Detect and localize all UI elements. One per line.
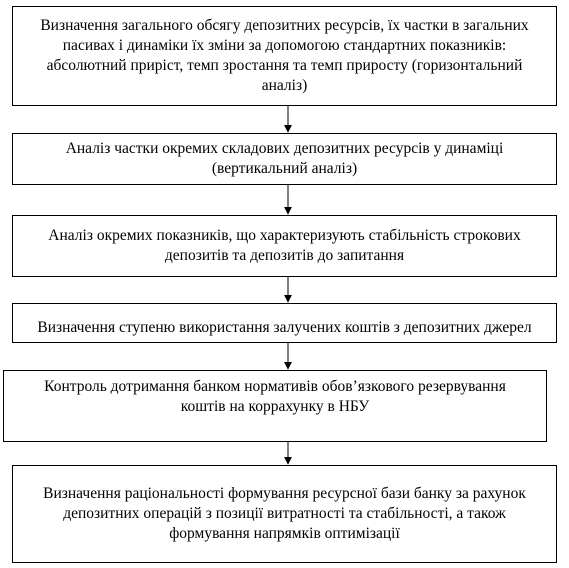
step-4-text: Визначення ступеню використання залучених коштів з депозитних джерел xyxy=(37,319,532,336)
step-3-text: Аналіз окремих показників, що характеризують стабільність строкових депозитів та депозитів до запитання xyxy=(48,227,521,264)
step-5-text: Контроль дотримання банком нормативів обов’язкового резервування коштів на коррахунку в НБУ xyxy=(44,378,506,415)
step-6-box xyxy=(12,465,557,563)
step-2-text: Аналіз частки окремих складових депозитних ресурсів у динаміці (вертикальний аналіз) xyxy=(65,140,504,177)
step-4-box xyxy=(12,303,557,343)
step-2-box xyxy=(12,133,557,185)
step-6-text: Визначення раціональності формування ресурсної бази банку за рахунок депозитних операцій з позиції витратності та стабільності, а також формування напрямків оптимізації xyxy=(43,485,526,542)
step-3-box xyxy=(12,215,557,277)
step-1-text: Визначення загального обсягу депозитних ресурсів, їх частки в загальних пасивах і динаміки їх зміни за допомогою стандартних показників: абсолютний приріст, темп зростання та темп приросту (горизонтальний аналіз) xyxy=(40,17,529,94)
step-1-box xyxy=(12,6,557,106)
step-5-box xyxy=(3,370,547,442)
